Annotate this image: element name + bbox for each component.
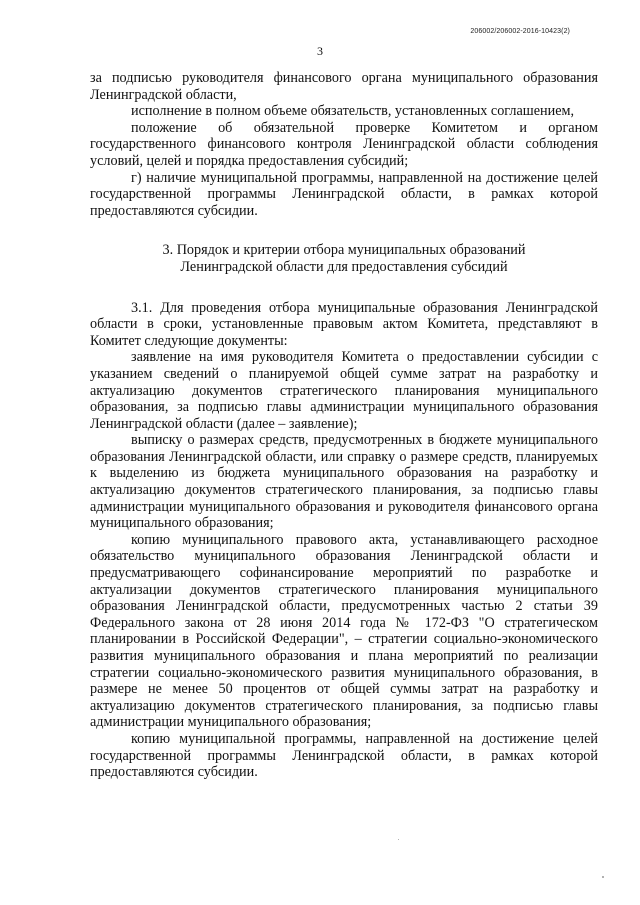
paragraph-inspection: положение об обязательной проверке Комитетом и органом государственного финансового контроля Ленинградской области соблюдения условий, целей и порядка предоставления субсидий; xyxy=(90,119,598,169)
paragraph-obligations: исполнение в полном объеме обязательств, установленных соглашением, xyxy=(131,103,575,120)
page-number: 3 xyxy=(317,44,323,58)
scan-speck xyxy=(398,839,399,840)
section-heading-line-2: Ленинградской области для предоставления субсидий xyxy=(180,258,508,275)
section-heading-line-1: 3. Порядок и критерии отбора муниципальных образований xyxy=(162,242,526,259)
paragraph-program: г) наличие муниципальной программы, направленной на достижение целей государственной программы Ленинградской области, в рамках которой предоставляются субсидии. xyxy=(90,169,598,219)
paragraph-budget-extract: выписку о размерах средств, предусмотренных в бюджете муниципального образования Ленинградской области, или справку о размере средств, планируемых к выделению из бюджета муниципального образования на разработку и актуализацию документов стратегического планирования, за подписью главы администрации муниципального образования и руководителя финансового органа муниципального образования; xyxy=(90,432,598,532)
paragraph-program-copy: копию муниципальной программы, направленной на достижение целей государственной программы Ленинградской области, в рамках которой предоставляются субсидии. xyxy=(90,730,598,781)
scan-speck xyxy=(602,876,604,878)
document-id: 206002/206002-2016-10423(2) xyxy=(470,28,570,35)
paragraph-application: заявление на имя руководителя Комитета о предоставлении субсидии с указанием сведений о планируемой общей сумме затрат на разработку и актуализацию документов стратегического планирования муниципального образования, за подписью главы администрации муниципального образования Ленинградской области (далее – заявление); xyxy=(90,349,598,432)
section-heading xyxy=(90,242,598,275)
document-body xyxy=(90,70,598,781)
paragraph-legal-act: копию муниципального правового акта, устанавливающего расходное обязательство муниципального образования Ленинградской области и предусматривающего софинансирование мероприятий по разработке и актуализации документов стратегического планирования муниципального образования Ленинградской области, предусмотренных частью 2 статьи 39 Федерального закона от 28 июня 2014 года № 172-ФЗ "О стратегическом планировании в Российской Федерации", – стратегии социально-экономического развития муниципального образования и плана мероприятий по реализации стратегии социально-экономического развития муниципального образования, в размере не менее 50 процентов от общей суммы затрат на разработку и актуализацию документов стратегического планирования, за подписью главы администрации муниципального образования; xyxy=(90,531,598,731)
paragraph-signature-finance: за подписью руководителя финансового органа муниципального образования Ленинградской области, xyxy=(90,70,598,103)
paragraph-3-1: 3.1. Для проведения отбора муниципальные образования Ленинградской области в сроки, установленные правовым актом Комитета, представляют в Комитет следующие документы: xyxy=(90,299,598,349)
